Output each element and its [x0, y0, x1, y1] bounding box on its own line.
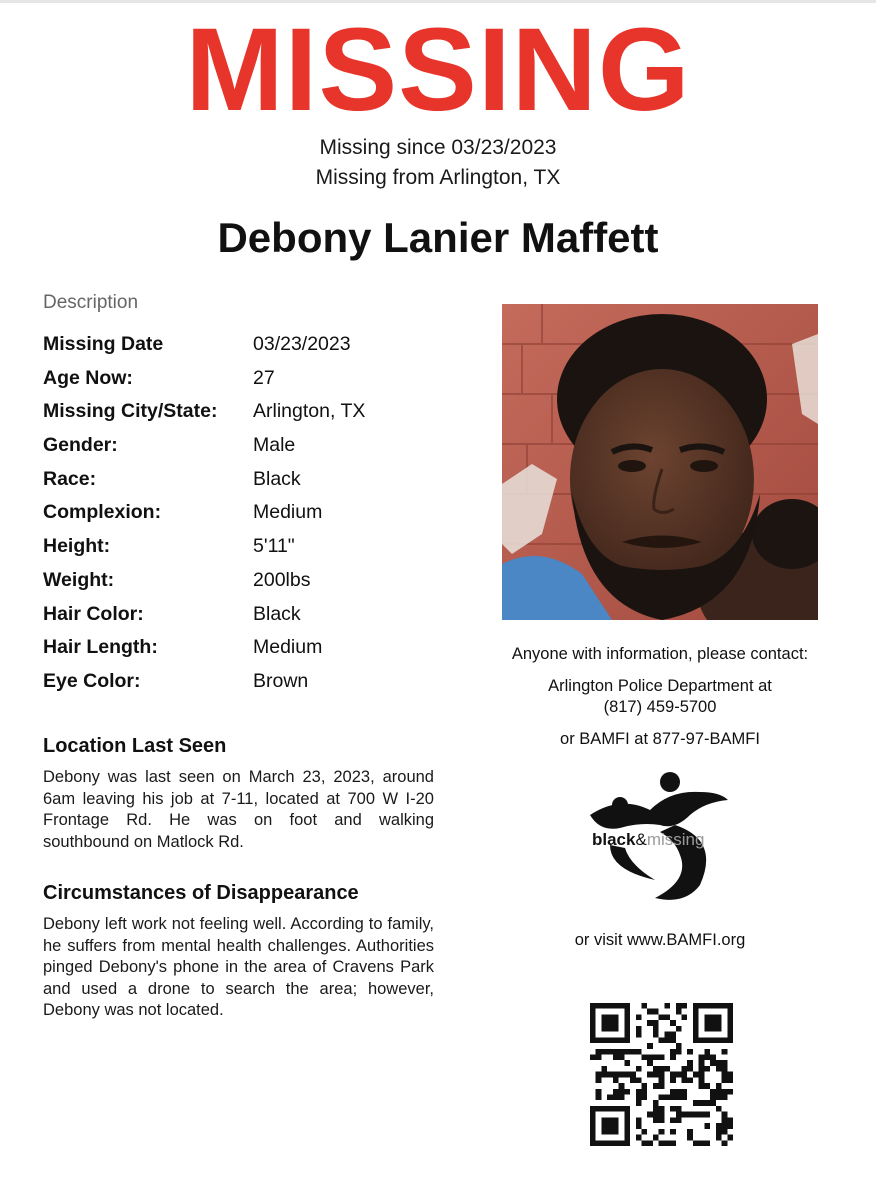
- missing-from: Missing from Arlington, TX: [315, 166, 561, 189]
- portrait-illustration: [502, 304, 818, 620]
- svg-text:black&missing: [592, 830, 704, 849]
- fact-value: 03/23/2023: [253, 333, 351, 355]
- fact-value: Arlington, TX: [253, 400, 366, 423]
- logo-text-black: black: [592, 830, 636, 849]
- fact-label: Age Now:: [43, 366, 133, 389]
- fact-value: Brown: [253, 669, 309, 692]
- fact-value: Black: [253, 467, 301, 490]
- missing-headline: MISSING: [185, 4, 691, 136]
- description-title: Description: [43, 292, 139, 313]
- contact-agency: Arlington Police Department at: [548, 677, 772, 695]
- fact-label: Hair Color:: [43, 602, 144, 625]
- fact-label: Gender:: [43, 434, 118, 457]
- contact-visit: or visit www.BAMFI.org: [574, 931, 746, 949]
- fact-label: Hair Length:: [43, 636, 158, 659]
- fact-label: Race:: [43, 467, 97, 490]
- fact-label: Eye Color:: [43, 669, 141, 692]
- location-text: Debony was last seen on March 23, 2023, around 6am leaving his job at 7-11, located at 700 W I-20 Frontage Rd. He was on foot and walking southbound on Matlock Rd.: [43, 768, 434, 851]
- fact-value: 5'11": [253, 535, 295, 558]
- fact-value: 200lbs: [253, 568, 311, 591]
- missing-since: Missing since 03/23/2023: [319, 136, 557, 159]
- location-title: Location Last Seen: [43, 735, 227, 757]
- fact-label: Complexion:: [43, 501, 162, 524]
- contact-phone: (817) 459-5700: [603, 698, 717, 716]
- logo-text-and: &: [635, 830, 647, 849]
- qr-code-graphic: [590, 1003, 733, 1146]
- fact-label: Missing Date: [43, 333, 164, 355]
- contact-intro: Anyone with information, please contact:: [511, 645, 809, 663]
- fact-value: Medium: [253, 636, 323, 659]
- circumstances-title: Circumstances of Disappearance: [43, 882, 359, 904]
- fact-label: Height:: [43, 535, 111, 558]
- contact-bamfi: or BAMFI at 877-97-BAMFI: [560, 730, 760, 748]
- fact-value: Medium: [253, 501, 323, 524]
- circumstances-text: Debony left work not feeling well. According to family, he suffers from mental health challenges. Authorities pinged Debony's phone in the area of Cravens Park and used a drone to search the area; however, Debony was not located.: [43, 915, 434, 1019]
- fact-value: Male: [253, 434, 296, 457]
- person-name: Debony Lanier Maffett: [217, 214, 659, 261]
- fact-value: Black: [253, 602, 301, 625]
- qr-code: [590, 1003, 733, 1146]
- fact-label: Missing City/State:: [43, 400, 218, 423]
- bamfi-logo-mark: [580, 770, 730, 905]
- fact-label: Weight:: [43, 568, 115, 591]
- fact-value: 27: [253, 366, 275, 389]
- top-border: [0, 0, 876, 3]
- black-and-missing-logo: [580, 770, 730, 905]
- logo-text-missing: missing: [646, 830, 705, 849]
- person-photo: [502, 304, 818, 620]
